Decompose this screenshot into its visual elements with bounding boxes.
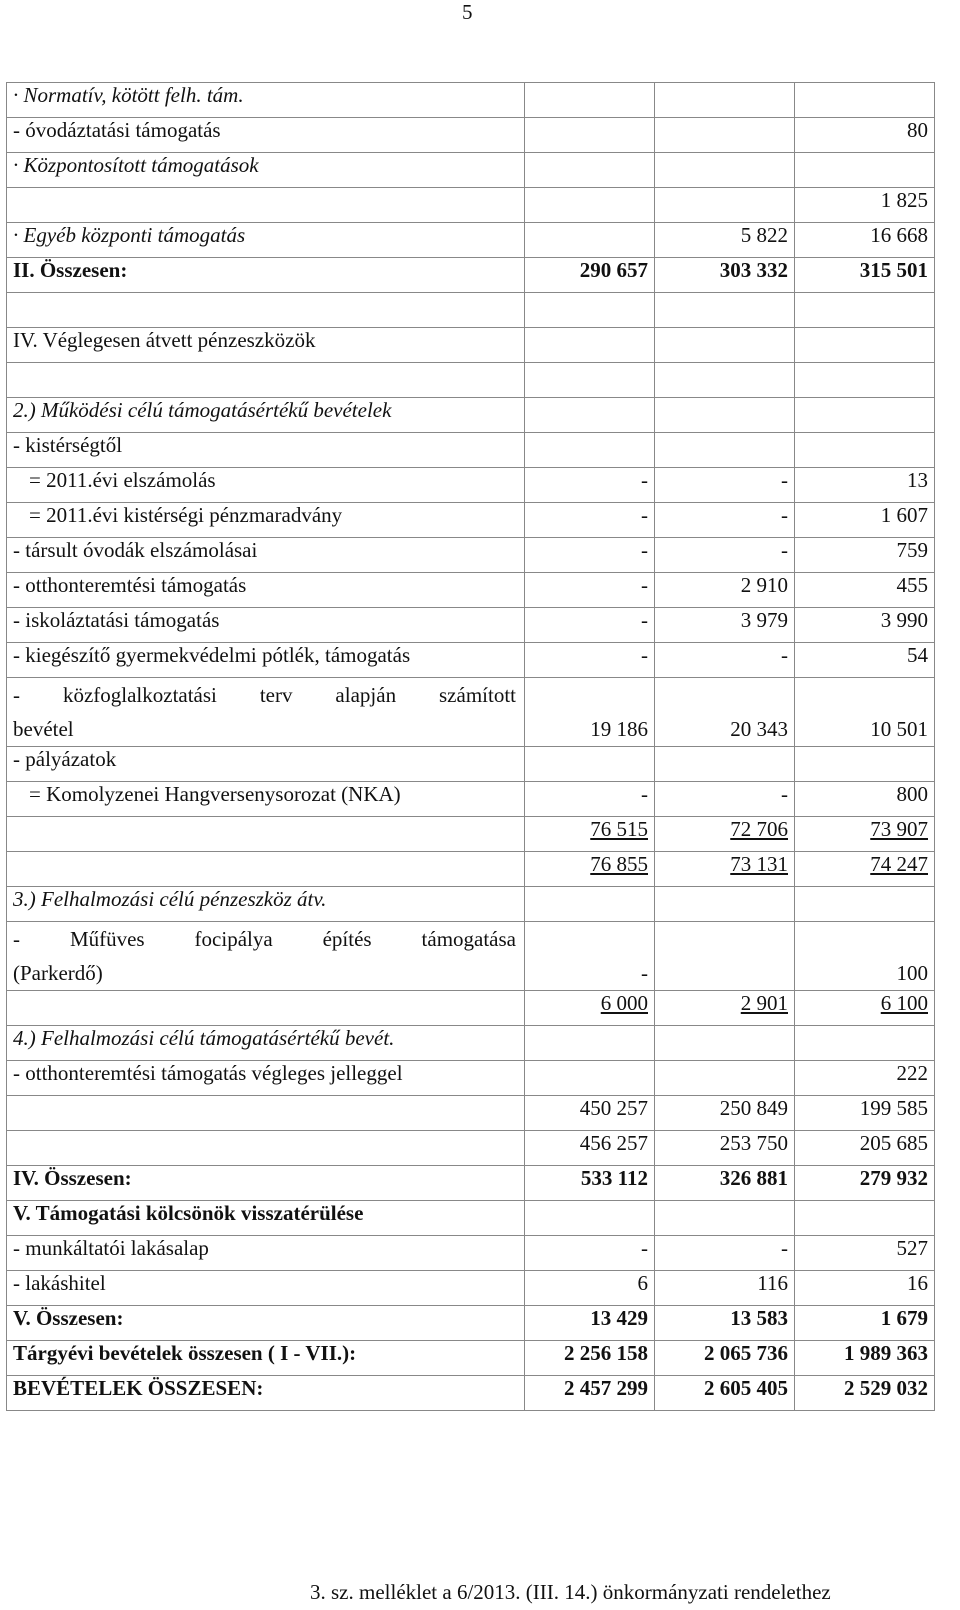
cell-value: 2 065 736 [704, 1341, 788, 1365]
row-label: - otthonteremtési támogatás végleges jelleggel [7, 1061, 525, 1096]
revenue-table [6, 82, 935, 1411]
value-cell [655, 1131, 795, 1166]
value-cell [795, 433, 935, 468]
value-cell [655, 1061, 795, 1096]
value-cell [525, 1306, 655, 1341]
table-row [7, 293, 935, 328]
table-row [7, 782, 935, 817]
value-cell [525, 83, 655, 118]
row-label: Tárgyévi bevételek összesen ( I - VII.): [7, 1341, 525, 1376]
cell-value: - [641, 1236, 648, 1260]
footer-note: 3. sz. melléklet a 6/2013. (III. 14.) önkormányzati rendelethez [310, 1580, 831, 1604]
value-cell [525, 817, 655, 852]
value-cell [525, 747, 655, 782]
row-label: - óvodáztatási támogatás [7, 118, 525, 153]
value-cell [655, 573, 795, 608]
value-cell [795, 1271, 935, 1306]
table-row [7, 363, 935, 398]
table-row [7, 433, 935, 468]
table-row [7, 328, 935, 363]
value-cell [525, 1376, 655, 1411]
cell-value: - [781, 1236, 788, 1260]
row-label: 4.) Felhalmozási célú támogatásértékű bevét. [7, 1026, 525, 1061]
cell-value: 2 605 405 [704, 1376, 788, 1400]
value-cell [655, 83, 795, 118]
value-cell [795, 223, 935, 258]
value-cell [795, 468, 935, 503]
value-cell [795, 747, 935, 782]
row-label-line: bevétel [13, 717, 74, 741]
value-cell [655, 922, 795, 991]
value-cell [655, 1306, 795, 1341]
row-label: · Normatív, kötött felh. tám. [7, 83, 525, 118]
value-cell [795, 1306, 935, 1341]
cell-value: 2 256 158 [564, 1341, 648, 1365]
cell-value: 450 257 [579, 1096, 648, 1120]
value-cell [655, 782, 795, 817]
row-label: IV. Véglegesen átvett pénzeszközök [7, 328, 525, 363]
cell-value: 2 910 [740, 573, 788, 597]
table-row [7, 1166, 935, 1201]
cell-value: - [641, 608, 648, 632]
row-label: - kistérségtől [7, 433, 525, 468]
revenue-table-body [7, 83, 935, 1411]
value-cell [525, 433, 655, 468]
value-cell [795, 1166, 935, 1201]
cell-value: 3 990 [880, 608, 928, 632]
row-label: IV. Összesen: [7, 1166, 525, 1201]
value-cell [655, 293, 795, 328]
cell-value: 5 822 [740, 223, 788, 247]
value-cell [525, 153, 655, 188]
row-label: - pályázatok [7, 747, 525, 782]
value-cell [655, 991, 795, 1026]
value-cell [525, 922, 655, 991]
row-label: II. Összesen: [7, 258, 525, 293]
table-row [7, 398, 935, 433]
cell-value: 6 000 [600, 991, 648, 1015]
cell-value: - [641, 782, 648, 806]
value-cell [795, 293, 935, 328]
row-label: V. Támogatási kölcsönök visszatérülése [7, 1201, 525, 1236]
row-label [7, 1131, 525, 1166]
row-label: 3.) Felhalmozási célú pénzeszköz átv. [7, 887, 525, 922]
row-label [7, 188, 525, 223]
value-cell [525, 573, 655, 608]
row-label: · Központosított támogatások [7, 153, 525, 188]
cell-value: 73 907 [870, 817, 928, 841]
value-cell [795, 1061, 935, 1096]
value-cell [795, 887, 935, 922]
value-cell [655, 1271, 795, 1306]
table-row [7, 887, 935, 922]
value-cell [655, 852, 795, 887]
table-row [7, 153, 935, 188]
row-label-line: (Parkerdő) [13, 961, 103, 985]
value-cell [795, 188, 935, 223]
value-cell [795, 328, 935, 363]
value-cell [525, 643, 655, 678]
cell-value: 279 932 [859, 1166, 928, 1190]
value-cell [655, 817, 795, 852]
value-cell [525, 188, 655, 223]
value-cell [525, 118, 655, 153]
table-row [7, 608, 935, 643]
cell-value: 533 112 [580, 1166, 648, 1190]
cell-value: 303 332 [719, 258, 788, 282]
cell-value: 20 343 [730, 717, 788, 741]
cell-value: 116 [757, 1271, 788, 1295]
value-cell [655, 258, 795, 293]
value-cell [795, 573, 935, 608]
cell-value: 199 585 [859, 1096, 928, 1120]
cell-value: 73 131 [730, 852, 788, 876]
value-cell [795, 1376, 935, 1411]
cell-value: 76 855 [590, 852, 648, 876]
row-label [7, 1096, 525, 1131]
cell-value: 6 100 [880, 991, 928, 1015]
value-cell [525, 363, 655, 398]
cell-value: 6 [637, 1271, 648, 1295]
row-label: - kiegészítő gyermekvédelmi pótlék, támogatás [7, 643, 525, 678]
value-cell [795, 1026, 935, 1061]
value-cell [655, 1096, 795, 1131]
row-label [7, 922, 525, 991]
value-cell [655, 188, 795, 223]
value-cell [525, 1061, 655, 1096]
table-row [7, 1236, 935, 1271]
cell-value: 1 607 [880, 503, 928, 527]
cell-value: 76 515 [590, 817, 648, 841]
value-cell [525, 1236, 655, 1271]
value-cell [795, 922, 935, 991]
value-cell [795, 1201, 935, 1236]
value-cell [655, 153, 795, 188]
value-cell [655, 887, 795, 922]
value-cell [525, 887, 655, 922]
value-cell [655, 1201, 795, 1236]
value-cell [655, 1236, 795, 1271]
value-cell [795, 782, 935, 817]
page-number: 5 [462, 0, 473, 24]
cell-value: 326 881 [719, 1166, 788, 1190]
table-row [7, 1376, 935, 1411]
table-row [7, 1341, 935, 1376]
value-cell [655, 363, 795, 398]
table-row [7, 1201, 935, 1236]
row-label [7, 293, 525, 328]
cell-value: - [641, 643, 648, 667]
cell-value: - [781, 468, 788, 492]
table-row [7, 817, 935, 852]
cell-value: 759 [896, 538, 928, 562]
cell-value: 100 [896, 961, 928, 985]
value-cell [525, 782, 655, 817]
cell-value: 205 685 [859, 1131, 928, 1155]
row-label-line: - Műfüves focipálya építés támogatása [13, 927, 516, 951]
value-cell [525, 991, 655, 1026]
row-label [7, 817, 525, 852]
value-cell [655, 398, 795, 433]
table-row [7, 83, 935, 118]
table-row [7, 747, 935, 782]
table-row [7, 538, 935, 573]
cell-value: - [641, 573, 648, 597]
table-row [7, 258, 935, 293]
row-label [7, 991, 525, 1026]
cell-value: - [781, 503, 788, 527]
value-cell [655, 118, 795, 153]
value-cell [795, 643, 935, 678]
table-row [7, 188, 935, 223]
value-cell [655, 433, 795, 468]
cell-value: 13 429 [590, 1306, 648, 1330]
cell-value: 456 257 [579, 1131, 648, 1155]
value-cell [795, 503, 935, 538]
value-cell [655, 1341, 795, 1376]
row-label [7, 678, 525, 747]
table-row [7, 852, 935, 887]
row-label: - iskoláztatási támogatás [7, 608, 525, 643]
value-cell [655, 747, 795, 782]
table-row [7, 1306, 935, 1341]
row-label: · Egyéb központi támogatás [7, 223, 525, 258]
cell-value: 2 529 032 [844, 1376, 928, 1400]
row-label: BEVÉTELEK ÖSSZESEN: [7, 1376, 525, 1411]
value-cell [795, 118, 935, 153]
row-label: - otthonteremtési támogatás [7, 573, 525, 608]
value-cell [655, 643, 795, 678]
value-cell [525, 293, 655, 328]
cell-value: - [641, 468, 648, 492]
cell-value: 16 668 [870, 223, 928, 247]
value-cell [795, 153, 935, 188]
row-label: = 2011.évi elszámolás [7, 468, 525, 503]
value-cell [795, 1341, 935, 1376]
cell-value: 13 [907, 468, 928, 492]
cell-value: 800 [896, 782, 928, 806]
cell-value: - [641, 538, 648, 562]
value-cell [795, 538, 935, 573]
value-cell [655, 328, 795, 363]
cell-value: 54 [907, 643, 928, 667]
value-cell [795, 817, 935, 852]
cell-value: 455 [896, 573, 928, 597]
cell-value: 1 679 [880, 1306, 928, 1330]
table-row [7, 678, 935, 747]
cell-value: 10 501 [870, 717, 928, 741]
value-cell [525, 328, 655, 363]
value-cell [525, 398, 655, 433]
value-cell [655, 1026, 795, 1061]
cell-value: 222 [896, 1061, 928, 1085]
cell-value: 80 [907, 118, 928, 142]
value-cell [655, 538, 795, 573]
table-row [7, 573, 935, 608]
row-label [7, 852, 525, 887]
value-cell [655, 503, 795, 538]
value-cell [525, 1131, 655, 1166]
table-row [7, 1131, 935, 1166]
value-cell [795, 678, 935, 747]
value-cell [525, 852, 655, 887]
table-row [7, 468, 935, 503]
value-cell [525, 1096, 655, 1131]
cell-value: 2 901 [740, 991, 788, 1015]
value-cell [795, 852, 935, 887]
value-cell [795, 363, 935, 398]
table-row [7, 643, 935, 678]
value-cell [795, 83, 935, 118]
value-cell [525, 1341, 655, 1376]
row-label: - munkáltatói lakásalap [7, 1236, 525, 1271]
row-label: - társult óvodák elszámolásai [7, 538, 525, 573]
value-cell [655, 223, 795, 258]
value-cell [655, 678, 795, 747]
cell-value: 290 657 [579, 258, 648, 282]
value-cell [655, 608, 795, 643]
value-cell [525, 1201, 655, 1236]
cell-value: 250 849 [719, 1096, 788, 1120]
table-row [7, 118, 935, 153]
cell-value: - [781, 643, 788, 667]
value-cell [525, 1271, 655, 1306]
row-label: - lakáshitel [7, 1271, 525, 1306]
cell-value: 2 457 299 [564, 1376, 648, 1400]
table-row [7, 1096, 935, 1131]
value-cell [795, 991, 935, 1026]
cell-value: - [641, 503, 648, 527]
table-row [7, 1026, 935, 1061]
row-label: = Komolyzenei Hangversenysorozat (NKA) [7, 782, 525, 817]
table-row [7, 991, 935, 1026]
cell-value: 1 825 [880, 188, 928, 212]
value-cell [525, 223, 655, 258]
cell-value: 16 [907, 1271, 928, 1295]
cell-value: 13 583 [730, 1306, 788, 1330]
value-cell [525, 468, 655, 503]
row-label-line: - közfoglalkoztatási terv alapján számított [13, 683, 516, 707]
value-cell [525, 258, 655, 293]
row-label: 2.) Működési célú támogatásértékű bevételek [7, 398, 525, 433]
value-cell [795, 258, 935, 293]
value-cell [525, 1026, 655, 1061]
cell-value: 3 979 [740, 608, 788, 632]
table-row [7, 1061, 935, 1096]
value-cell [655, 1376, 795, 1411]
cell-value: 527 [896, 1236, 928, 1260]
cell-value: 72 706 [730, 817, 788, 841]
value-cell [525, 678, 655, 747]
row-label: = 2011.évi kistérségi pénzmaradvány [7, 503, 525, 538]
value-cell [795, 608, 935, 643]
value-cell [525, 1166, 655, 1201]
cell-value: - [641, 961, 648, 985]
value-cell [525, 608, 655, 643]
value-cell [795, 1096, 935, 1131]
table-row [7, 223, 935, 258]
value-cell [655, 1166, 795, 1201]
value-cell [795, 1236, 935, 1271]
cell-value: 1 989 363 [844, 1341, 928, 1365]
value-cell [795, 1131, 935, 1166]
row-label: V. Összesen: [7, 1306, 525, 1341]
row-label [7, 363, 525, 398]
value-cell [655, 468, 795, 503]
cell-value: - [781, 782, 788, 806]
value-cell [525, 503, 655, 538]
cell-value: 315 501 [859, 258, 928, 282]
table-row [7, 503, 935, 538]
table-row [7, 1271, 935, 1306]
cell-value: 253 750 [719, 1131, 788, 1155]
value-cell [795, 398, 935, 433]
cell-value: 74 247 [870, 852, 928, 876]
value-cell [525, 538, 655, 573]
table-row [7, 922, 935, 991]
cell-value: 19 186 [590, 717, 648, 741]
cell-value: - [781, 538, 788, 562]
